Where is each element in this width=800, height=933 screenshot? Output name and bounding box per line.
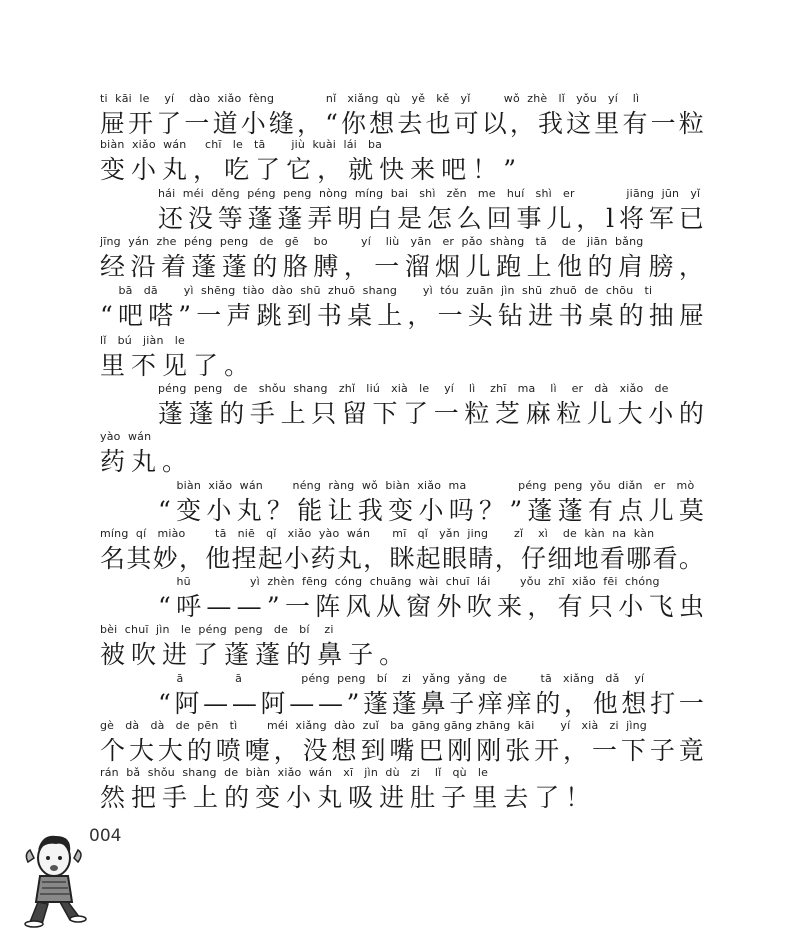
character: 跑	[496, 252, 522, 281]
character: 肩	[617, 252, 643, 281]
pinyin-annotation: hái méi děng péng peng nòng míng bai shì zěn me huí shì er jiāng jūn yǐ	[158, 187, 701, 200]
character: 张	[505, 736, 531, 765]
character: 的	[286, 640, 312, 669]
character: 变	[176, 496, 202, 525]
character: 缝	[268, 109, 294, 138]
character: 开	[534, 736, 560, 765]
character: 。	[678, 544, 704, 573]
character: ！	[472, 155, 498, 184]
character: 丸	[162, 155, 188, 184]
character: 回	[486, 204, 512, 233]
character: 快	[379, 155, 405, 184]
character: 呼	[176, 592, 202, 621]
character: 丸	[131, 447, 157, 476]
character: 丸	[336, 544, 362, 573]
character: 麻	[525, 399, 551, 428]
character: 的	[186, 736, 212, 765]
character: 弄	[307, 204, 333, 233]
character: 头	[467, 301, 493, 330]
character: 蓬	[391, 689, 417, 718]
character: ，	[563, 736, 589, 765]
character: 了	[534, 783, 560, 812]
character: 来	[410, 155, 436, 184]
character: 起	[257, 544, 283, 573]
character: —	[206, 592, 232, 621]
chinese-text	[158, 397, 704, 431]
character: 变	[388, 496, 414, 525]
character: 巴	[418, 736, 444, 765]
character: 窗	[406, 592, 432, 621]
character: 没	[187, 204, 213, 233]
character: 小	[618, 592, 644, 621]
character: 他	[557, 252, 583, 281]
character: 的	[587, 252, 613, 281]
character: 到	[286, 301, 312, 330]
character: 能	[297, 496, 323, 525]
character: 了	[193, 640, 219, 669]
character: 蓬	[527, 496, 553, 525]
character: 有	[587, 496, 613, 525]
character: 等	[217, 204, 243, 233]
chinese-text	[158, 687, 704, 721]
character: 进	[162, 640, 188, 669]
character: 里	[594, 109, 620, 138]
pinyin-annotation: rán bǎ shǒu shang de biàn xiǎo wán xī jìn dù zi lǐ qù le	[100, 766, 489, 779]
character: 蓬	[188, 399, 214, 428]
chinese-text	[100, 250, 704, 284]
character: 有	[622, 109, 648, 138]
character: 也	[425, 109, 451, 138]
character: 捏	[231, 544, 257, 573]
character: 然	[100, 783, 126, 812]
character: 去	[503, 783, 529, 812]
character: 钻	[497, 301, 523, 330]
character: ，	[363, 544, 389, 573]
character: 丸	[317, 783, 343, 812]
character: —	[236, 592, 262, 621]
character: —	[231, 689, 257, 718]
character: 一	[437, 301, 463, 330]
character: 了	[403, 399, 429, 428]
character: 。	[162, 447, 188, 476]
character: 吗	[448, 496, 474, 525]
character: 外	[436, 592, 462, 621]
character: 一	[678, 689, 704, 718]
character: 有	[557, 592, 583, 621]
page-number: 004	[89, 826, 122, 846]
pinyin-annotation: biàn xiǎo wán néng ràng wǒ biàn xiǎo ma péng peng yǒu diǎn er mò	[158, 479, 695, 492]
character: 一	[196, 301, 222, 330]
character: 蓬	[255, 640, 281, 669]
character: 儿	[546, 204, 572, 233]
character: 的	[219, 399, 245, 428]
character: 一	[433, 399, 459, 428]
character: 儿	[648, 496, 674, 525]
character: “	[158, 592, 171, 621]
character: 屉	[678, 301, 704, 330]
character: 一	[374, 252, 400, 281]
pinyin-annotation: bā dā yì shēng tiào dào shū zhuō shang yì tóu zuān jìn shū zhuō de chōu ti	[100, 284, 653, 297]
character: 里	[472, 783, 498, 812]
pinyin-annotation: yào wán	[100, 430, 152, 443]
character: 的	[678, 399, 704, 428]
character: ，	[193, 155, 219, 184]
chinese-text	[100, 299, 704, 333]
character: 药	[100, 447, 126, 476]
character: 想	[621, 689, 647, 718]
character: 蓬	[191, 252, 217, 281]
character: ，	[564, 689, 590, 718]
character: 妙	[152, 544, 178, 573]
character: 粒	[464, 399, 490, 428]
character: 上	[193, 783, 219, 812]
character: ，	[509, 109, 535, 138]
character: 一	[591, 736, 617, 765]
character: ，	[678, 252, 704, 281]
character: 来	[497, 592, 523, 621]
character: 小	[131, 155, 157, 184]
character: 想	[369, 109, 395, 138]
character: 嚏	[244, 736, 270, 765]
character: 一	[184, 109, 210, 138]
character: 膀	[648, 252, 674, 281]
character: 下	[372, 399, 398, 428]
character: 名	[100, 544, 126, 573]
chinese-text	[158, 590, 704, 624]
character: 胳	[282, 252, 308, 281]
character: 桌	[347, 301, 373, 330]
character: 它	[286, 155, 312, 184]
character: 。	[224, 351, 250, 380]
character: 蓬	[247, 204, 273, 233]
pinyin-annotation: péng peng de shǒu shang zhǐ liú xià le yí lì zhī ma lì er dà xiǎo de	[158, 382, 669, 395]
character: 痒	[477, 689, 503, 718]
character: “	[158, 689, 171, 718]
character: 看	[652, 544, 678, 573]
character: 子	[649, 736, 675, 765]
character: 膊	[313, 252, 339, 281]
character: 桌	[588, 301, 614, 330]
character: 将	[618, 204, 644, 233]
character: 儿	[465, 252, 491, 281]
character: 虫	[678, 592, 704, 621]
character: ，	[407, 301, 433, 330]
character: 已	[678, 204, 704, 233]
chinese-text	[100, 349, 704, 383]
character: 刚	[476, 736, 502, 765]
character: 痒	[506, 689, 532, 718]
character: 芝	[495, 399, 521, 428]
character: ”	[509, 496, 523, 525]
character: ，	[343, 252, 369, 281]
character: “	[158, 496, 171, 525]
character: ？	[479, 496, 505, 525]
pinyin-annotation: ā ā péng peng bí zi yǎng yǎng de tā xiǎng dǎ yí	[158, 672, 645, 685]
character: ”	[178, 301, 192, 330]
character: ”	[266, 592, 280, 621]
pinyin-annotation: hū yì zhèn fēng cóng chuāng wài chuī lái yǒu zhī xiǎo fēi chóng	[158, 575, 660, 588]
character: 看	[599, 544, 625, 573]
chinese-text	[100, 734, 704, 768]
character: “	[100, 301, 113, 330]
character: 大	[157, 736, 183, 765]
character: 手	[249, 399, 275, 428]
chinese-text	[158, 202, 704, 236]
chinese-text	[100, 445, 704, 479]
character: 是	[397, 204, 423, 233]
character: 嗒	[148, 301, 174, 330]
character: 就	[348, 155, 374, 184]
character: 变	[100, 155, 126, 184]
character: 我	[357, 496, 383, 525]
character: 小	[648, 399, 674, 428]
character: 这	[566, 109, 592, 138]
character: 白	[367, 204, 393, 233]
character: 蓬	[557, 496, 583, 525]
character: 莫	[678, 496, 704, 525]
character: 怎	[426, 204, 452, 233]
character: 进	[379, 783, 405, 812]
character: 抽	[648, 301, 674, 330]
character: 以	[481, 109, 507, 138]
character: 。	[379, 640, 405, 669]
character: 不	[131, 351, 157, 380]
character: 蓬	[221, 252, 247, 281]
character: 竟	[678, 736, 704, 765]
character: 其	[126, 544, 152, 573]
pinyin-annotation: jīng yán zhe péng peng de gē bo yí liù yān er pǎo shàng tā de jiān bǎng	[100, 235, 644, 248]
character: 小	[284, 544, 310, 573]
pinyin-annotation: lǐ bú jiàn le	[100, 334, 185, 347]
character: 大	[128, 736, 154, 765]
character: 见	[162, 351, 188, 380]
character: 明	[337, 204, 363, 233]
pinyin-annotation: bèi chuī jìn le péng peng de bí zi	[100, 623, 334, 636]
character: 可	[453, 109, 479, 138]
character: 跳	[256, 301, 282, 330]
character: 上	[377, 301, 403, 330]
character: 细	[547, 544, 573, 573]
character: 你	[341, 109, 367, 138]
character: 吧	[117, 301, 143, 330]
character: 的	[224, 783, 250, 812]
character: ！	[565, 783, 591, 812]
character: 溜	[404, 252, 430, 281]
character: ”	[503, 155, 516, 184]
character: 地	[573, 544, 599, 573]
character: 开	[128, 109, 154, 138]
character: 经	[100, 252, 126, 281]
character: 吹	[466, 592, 492, 621]
chinese-text	[100, 107, 704, 141]
character: 只	[311, 399, 337, 428]
character: —	[203, 689, 229, 718]
character: 阿	[260, 689, 286, 718]
character: 没	[302, 736, 328, 765]
character: 吸	[348, 783, 374, 812]
chinese-text	[100, 153, 704, 187]
character: 打	[650, 689, 676, 718]
character: 手	[162, 783, 188, 812]
character: 蓬	[158, 399, 184, 428]
character: 小	[240, 109, 266, 138]
pinyin-annotation: biàn xiǎo wán chī le tā jiù kuài lái ba	[100, 138, 383, 151]
character: 上	[526, 252, 552, 281]
character: 子	[449, 689, 475, 718]
character: ”	[346, 689, 360, 718]
character: 想	[331, 736, 357, 765]
character: —	[289, 689, 315, 718]
character: 一	[650, 109, 676, 138]
character: 刚	[447, 736, 473, 765]
character: 他	[205, 544, 231, 573]
character: 变	[255, 783, 281, 812]
character: 飞	[648, 592, 674, 621]
character: 小	[206, 496, 232, 525]
character: 进	[528, 301, 554, 330]
character: 点	[618, 496, 644, 525]
character: 大	[617, 399, 643, 428]
character: 肚	[410, 783, 436, 812]
character: 上	[280, 399, 306, 428]
chinese-text	[100, 638, 704, 672]
character: 的	[535, 689, 561, 718]
character: 儿	[586, 399, 612, 428]
character: 一	[284, 592, 310, 621]
character: 蓬	[363, 689, 389, 718]
character: 把	[131, 783, 157, 812]
character: 书	[558, 301, 584, 330]
character: 吃	[224, 155, 250, 184]
character: 蓬	[277, 204, 303, 233]
character: 喷	[215, 736, 241, 765]
character: 药	[310, 544, 336, 573]
character: 粒	[556, 399, 582, 428]
character: ，	[273, 736, 299, 765]
character: 烟	[435, 252, 461, 281]
character: ，	[178, 544, 204, 573]
character: 我	[538, 109, 564, 138]
character: 屉	[100, 109, 126, 138]
character: 粒	[678, 109, 704, 138]
character: ，	[296, 109, 322, 138]
character: 只	[587, 592, 613, 621]
character: 还	[158, 204, 184, 233]
character: 军	[648, 204, 674, 233]
character: 下	[620, 736, 646, 765]
character: 个	[100, 736, 126, 765]
character: ？	[266, 496, 292, 525]
character: 小	[286, 783, 312, 812]
character: 眯	[389, 544, 415, 573]
character: 眼	[442, 544, 468, 573]
character: 吧	[441, 155, 467, 184]
character: 从	[375, 592, 401, 621]
character: 让	[327, 496, 353, 525]
character: 阵	[315, 592, 341, 621]
character: ，	[494, 544, 520, 573]
character: 书	[316, 301, 342, 330]
character: ，	[527, 592, 553, 621]
character: —	[317, 689, 343, 718]
character: 子	[348, 640, 374, 669]
character: 到	[360, 736, 386, 765]
character: 的	[618, 301, 644, 330]
character: 了	[255, 155, 281, 184]
character: ，	[576, 204, 602, 233]
character: 了	[193, 351, 219, 380]
pinyin-annotation: míng qí miào tā niē qǐ xiǎo yào wán mī qǐ yǎn jing zǐ xì de kàn na kàn	[100, 527, 655, 540]
character: ，	[317, 155, 343, 184]
character: 留	[341, 399, 367, 428]
character: 被	[100, 640, 126, 669]
character: 道	[212, 109, 238, 138]
character: 声	[226, 301, 252, 330]
character: 起	[415, 544, 441, 573]
character: 小	[418, 496, 444, 525]
character: 哪	[626, 544, 652, 573]
pinyin-annotation: gè dà dà de pēn tì méi xiǎng dào zuǐ ba gāng gāng zhāng kāi yí xià zi jìng	[100, 719, 647, 732]
chinese-text	[100, 542, 704, 576]
character: 阿	[174, 689, 200, 718]
character: 风	[345, 592, 371, 621]
character: l	[606, 204, 615, 233]
character: 事	[516, 204, 542, 233]
character: 沿	[130, 252, 156, 281]
chinese-text	[158, 494, 704, 528]
character: “	[325, 109, 338, 138]
character: 么	[456, 204, 482, 233]
character: 吹	[131, 640, 157, 669]
character: 丸	[236, 496, 262, 525]
cartoon-boy-icon	[20, 828, 88, 928]
character: 嘴	[389, 736, 415, 765]
character: 里	[100, 351, 126, 380]
chinese-text	[100, 781, 704, 815]
character: 仔	[521, 544, 547, 573]
character: 了	[156, 109, 182, 138]
character: 着	[160, 252, 186, 281]
character: 子	[441, 783, 467, 812]
character: 他	[592, 689, 618, 718]
character: 鼻	[420, 689, 446, 718]
character: 蓬	[224, 640, 250, 669]
character: 的	[252, 252, 278, 281]
pinyin-annotation: ti kāi le yí dào xiǎo fèng nǐ xiǎng qù yě kě yǐ wǒ zhè lǐ yǒu yí lì	[100, 92, 640, 105]
character: 睛	[468, 544, 494, 573]
character: 鼻	[317, 640, 343, 669]
character: 去	[397, 109, 423, 138]
